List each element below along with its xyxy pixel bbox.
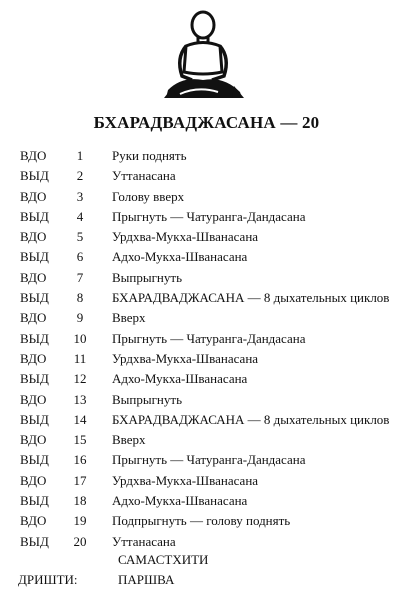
step-row: [0, 227, 413, 247]
step-description: Урдхва-Мукха-Шванасана: [112, 472, 259, 488]
step-row: [0, 450, 413, 470]
step-number: 3: [76, 188, 84, 204]
step-row: [0, 146, 413, 166]
step-row: [0, 532, 413, 552]
step-phase: ВДО: [20, 513, 47, 529]
step-phase: ВЫД: [20, 452, 49, 468]
step-number: 9: [76, 310, 84, 326]
step-description: Прыгнуть — Чатуранга-Дандасана: [112, 208, 306, 224]
step-description: Адхо-Мукха-Шванасана: [112, 493, 248, 509]
step-description: Адхо-Мукха-Шванасана: [112, 371, 248, 387]
step-phase: ВЫД: [20, 290, 49, 306]
step-description: Голову вверх: [112, 188, 185, 204]
step-number: 12: [73, 371, 87, 387]
step-phase: ВДО: [20, 148, 47, 163]
step-phase: ВДО: [20, 229, 47, 245]
step-row: [0, 288, 413, 308]
seated-twist-pose-figure-icon: [158, 6, 248, 102]
step-phase: ВДО: [20, 310, 47, 326]
step-phase: ВЫД: [20, 168, 49, 184]
step-phase: ВДО: [20, 391, 47, 407]
step-row: [0, 491, 413, 511]
step-description: Выпрыгнуть: [112, 391, 182, 407]
step-number: 4: [76, 208, 84, 224]
step-phase: ВЫД: [20, 208, 49, 224]
step-row: [0, 430, 413, 450]
step-description: БХАРАДВАДЖАСАНА — 8 дыхательных циклов: [112, 290, 390, 306]
pose-title: БХАРАДВАДЖАСАНА — 20: [93, 113, 320, 132]
step-number: 2: [76, 168, 84, 184]
step-row: [0, 268, 413, 288]
step-number: 8: [76, 290, 84, 306]
step-phase: ВЫД: [20, 249, 49, 265]
step-row: [0, 207, 413, 227]
step-row: [0, 471, 413, 491]
step-row: [0, 247, 413, 267]
step-number: 13: [73, 391, 87, 407]
step-description: Руки поднять: [112, 148, 187, 163]
step-phase: ВДО: [20, 188, 47, 204]
step-phase: ВДО: [20, 472, 47, 488]
vinyasa-step-list: [0, 146, 413, 552]
step-number: 19: [73, 513, 87, 529]
step-number: 15: [73, 432, 87, 448]
drishti-value: ПАРШВА: [118, 572, 175, 587]
step-description: Выпрыгнуть: [112, 269, 182, 285]
step-number: 18: [73, 493, 87, 509]
step-number: 5: [76, 229, 84, 245]
step-phase: ВЫД: [20, 330, 49, 346]
step-row: [0, 187, 413, 207]
step-number: 11: [73, 350, 87, 366]
step-number: 17: [73, 472, 87, 488]
step-description: БХАРАДВАДЖАСАНА — 8 дыхательных циклов: [112, 411, 390, 427]
step-row: [0, 511, 413, 531]
step-description: Адхо-Мукха-Шванасана: [112, 249, 248, 265]
step-number: 14: [73, 411, 87, 427]
step-number: 16: [73, 452, 87, 468]
step-phase: ВЫД: [20, 411, 49, 427]
step-row: [0, 410, 413, 430]
step-phase: ВДО: [20, 269, 47, 285]
step-description: Урдхва-Мукха-Шванасана: [112, 350, 259, 366]
step-number: 1: [76, 148, 84, 163]
step-description: Вверх: [112, 432, 146, 448]
step-row: [0, 349, 413, 369]
step-description: Урдхва-Мукха-Шванасана: [112, 229, 259, 245]
step-description: Уттанасана: [112, 533, 176, 549]
step-number: 20: [73, 533, 87, 549]
step-row: [0, 390, 413, 410]
step-phase: ВЫД: [20, 533, 49, 549]
step-row: [0, 329, 413, 349]
step-phase: ВЫД: [20, 493, 49, 509]
step-row: [0, 308, 413, 328]
samasthiti-label: САМАСТХИТИ: [118, 552, 209, 567]
step-row: [0, 369, 413, 389]
step-description: Подпрыгнуть — голову поднять: [112, 513, 291, 529]
step-description: Уттанасана: [112, 168, 176, 184]
step-description: Прыгнуть — Чатуранга-Дандасана: [112, 452, 306, 468]
step-phase: ВЫД: [20, 371, 49, 387]
step-description: Прыгнуть — Чатуранга-Дандасана: [112, 330, 306, 346]
step-row: [0, 166, 413, 186]
step-number: 7: [76, 269, 84, 285]
step-number: 6: [76, 249, 84, 265]
drishti-label: ДРИШТИ:: [18, 572, 78, 587]
step-phase: ВДО: [20, 350, 47, 366]
step-phase: ВДО: [20, 432, 47, 448]
step-description: Вверх: [112, 310, 146, 326]
step-number: 10: [73, 330, 87, 346]
